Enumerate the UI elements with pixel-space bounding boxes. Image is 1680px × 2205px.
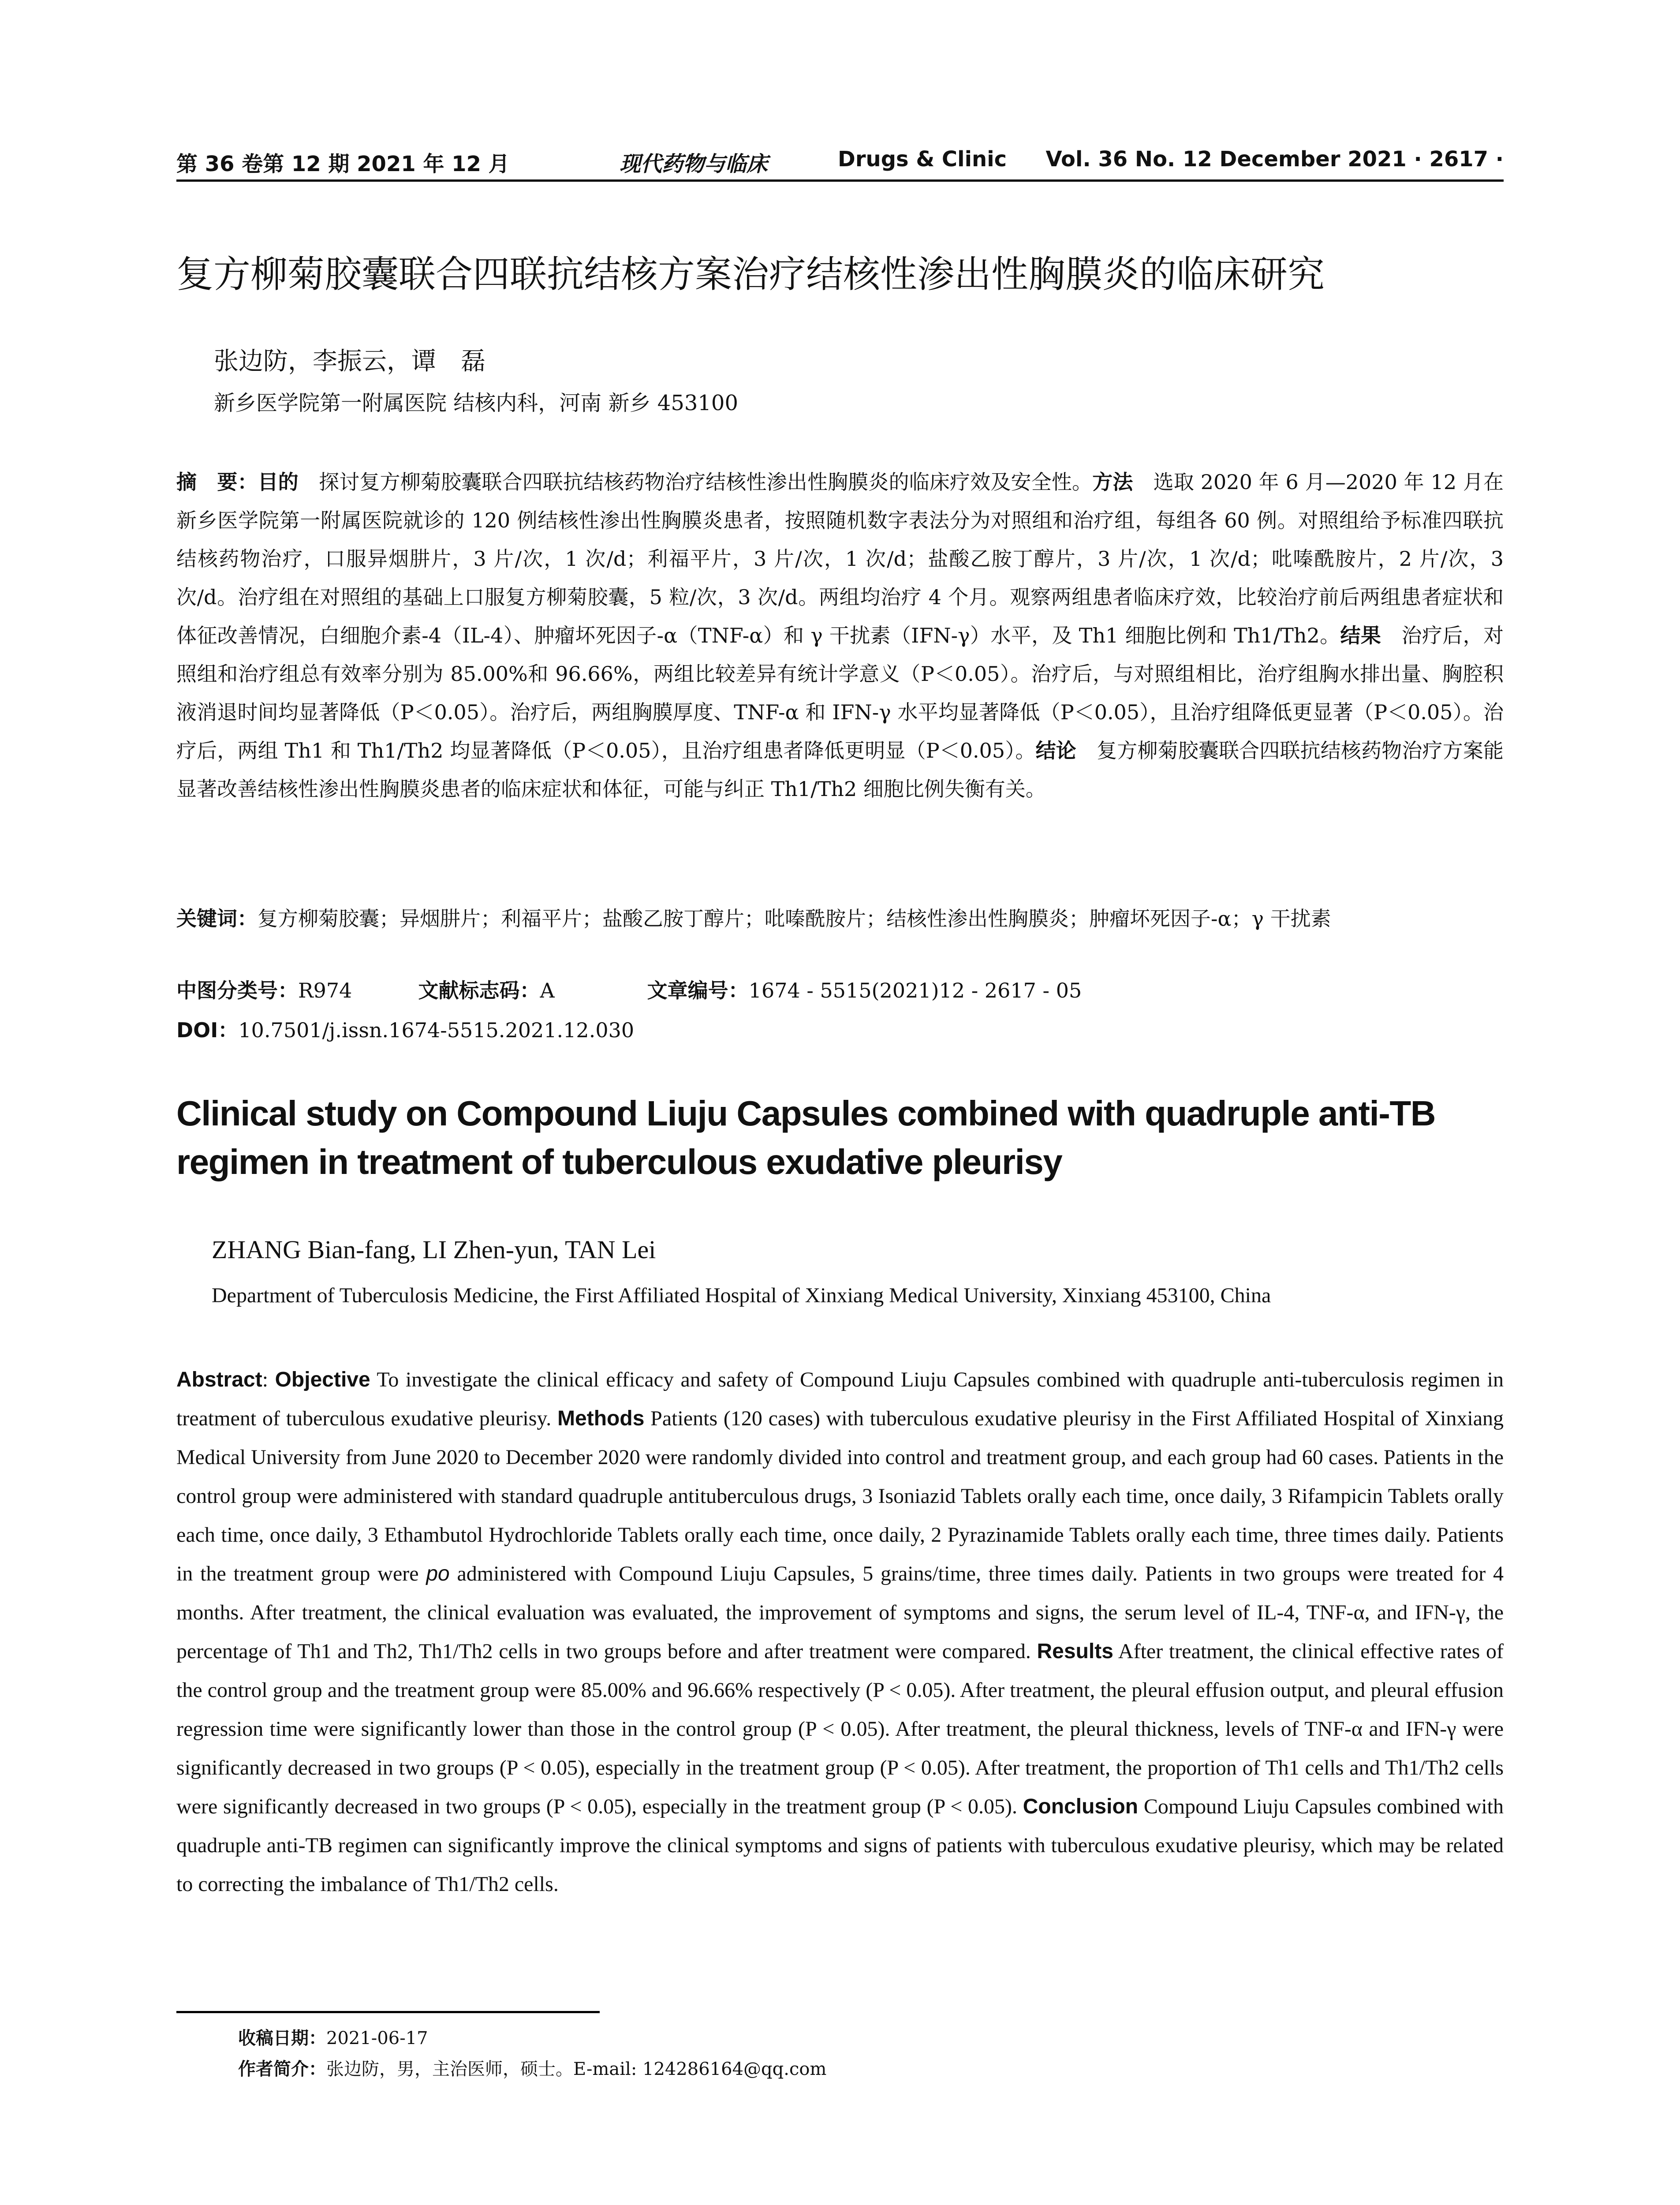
doc-code-value: A	[540, 979, 555, 1002]
clc-value: R974	[298, 979, 352, 1002]
clc-label: 中图分类号：	[176, 979, 298, 1002]
en-objective-label: Objective	[275, 1368, 370, 1391]
volume-page-info: Vol. 36 No. 12 December 2021 · 2617 ·	[1045, 147, 1504, 172]
received-date-note	[238, 2024, 428, 2049]
author-bio-note	[238, 2055, 826, 2080]
en-affiliation: Department of Tuberculosis Medicine, the First Affiliated Hospital of Xinxiang Medical University, Xinxiang 453100, China	[212, 1284, 1271, 1307]
clc-item	[176, 975, 352, 1004]
issue-info: 第 36 卷第 12 期 2021 年 12 月	[176, 152, 510, 176]
author-bio-label: 作者简介：	[238, 2059, 326, 2079]
cn-methods-label: 方法	[1092, 470, 1133, 494]
article-no-item	[647, 975, 1082, 1004]
cn-results-text: 治疗后，对照组和治疗组总有效率分别为 85.00%和 96.66%，两组比较差异有统计学意义（P＜0.05）。治疗后，与对照组相比，治疗组胸水排出量、胸腔积液消退时间均显著降低（P＜0.05）。治疗后，两组胸膜厚度、TNF-α 和 IFN-γ 水平均显著降低（P＜0.05），且治疗组降低更显著（P＜0.05）。治疗后，两组 Th1 和 Th1/Th2 均显著降低（P＜0.05），且治疗组患者降低更明显（P＜0.05）。	[176, 624, 1504, 762]
en-conclusion-label: Conclusion	[1023, 1795, 1139, 1818]
cn-keywords	[176, 900, 1504, 938]
cn-objective-label: 目的	[258, 470, 299, 494]
author-bio-value: 张边防，男，主治医师，硕士。E-mail: 124286164@qq.com	[326, 2059, 827, 2079]
running-header	[176, 143, 1504, 182]
en-methods-label: Methods	[557, 1407, 645, 1430]
cn-abstract-label: 摘 要：	[176, 470, 258, 494]
cn-keywords-text: 复方柳菊胶囊；异烟肼片；利福平片；盐酸乙胺丁醇片；吡嗪酰胺片；结核性渗出性胸膜炎；肿瘤坏死因子-α；γ 干扰素	[258, 907, 1331, 931]
en-methods-text-2: administered with Compound Liuju Capsules, 5 grains/time, three times daily. Patients in two groups were treated for 4 months. After treatment, the clinical evaluation was evaluated, the improvement of symptoms and signs, the serum level of IL-4, TNF-α, and IFN-γ, the percentage of Th1 and Th2, Th1/Th2 cells in two groups before and after treatment were compared.	[176, 1562, 1504, 1663]
doc-code-label: 文献标志码：	[418, 979, 540, 1002]
cn-objective-text: 探讨复方柳菊胶囊联合四联抗结核药物治疗结核性渗出性胸膜炎的临床疗效及安全性。	[298, 470, 1093, 494]
cn-results-label: 结果	[1340, 624, 1381, 647]
cn-classification-line	[176, 975, 1082, 1004]
cn-keywords-label: 关键词：	[176, 907, 258, 931]
doc-code-item	[418, 975, 554, 1004]
en-title: Clinical study on Compound Liuju Capsules combined with quadruple anti-TB regimen in treatment of tuberculous exudative pleurisy	[176, 1094, 1435, 1181]
article-no-label: 文章编号：	[647, 979, 749, 1002]
article-no-value: 1674 - 5515(2021)12 - 2617 - 05	[748, 979, 1082, 1002]
cn-conclusion-text: 复方柳菊胶囊联合四联抗结核药物治疗方案能显著改善结核性渗出性胸膜炎患者的临床症状和体征，可能与纠正 Th1/Th2 细胞比例失衡有关。	[176, 739, 1504, 801]
en-results-label: Results	[1037, 1640, 1113, 1663]
doi-value: 10.7501/j.issn.1674-5515.2021.12.030	[238, 1018, 635, 1042]
en-abstract: Abstract: Objective To investigate the clinical efficacy and safety of Compound Liuju Capsules combined with quadruple anti-tuberculosis regimen in treatment of tuberculous exudative pleurisy. Methods Patients (120 cases) with tuberculous exudative pleurisy in the First Affiliated Hospital of Xinxiang Medical University from June 2020 to December 2020 were randomly divided into control and treatment group, and each group had 60 cases. Patients in the control group were administered with standard quadruple antituberculous drugs, 3 Isoniazid Tablets orally each time, once daily, 3 Rifampicin Tablets orally each time, once daily, 3 Ethambutol Hydrochloride Tablets orally each time, once daily, 2 Pyrazinamide Tablets orally each time, three times daily. Patients in the treatment group were po administered with Compound Liuju Capsules, 5 grains/time, three times daily. Patients in two groups were treated for 4 months. After treatment, the clinical evaluation was evaluated, the improvement of symptoms and signs, the serum level of IL-4, TNF-α, and IFN-γ, the percentage of Th1 and Th2, Th1/Th2 cells in two groups before and after treatment were compared. Results After treatment, the clinical effective rates of the control group and the treatment group were 85.00% and 96.66% respectively (P < 0.05). After treatment, the pleural effusion output, and pleural effusion regression time were significantly lower than those in the control group (P < 0.05). After treatment, the pleural thickness, levels of TNF-α and IFN-γ were significantly decreased in two groups (P < 0.05), especially in the treatment group (P < 0.05). After treatment, the proportion of Th1 cells and Th1/Th2 cells were significantly decreased in two groups (P < 0.05), especially in the treatment group (P < 0.05). Conclusion Compound Liuju Capsules combined with quadruple anti-TB regimen can significantly improve the clinical symptoms and signs of patients with tuberculous exudative pleurisy, which may be related to correcting the imbalance of Th1/Th2 cells.	[176, 1368, 1504, 1896]
en-abstract-label: Abstract	[176, 1368, 262, 1391]
en-results-text: After treatment, the clinical effective rates of the control group and the treatment group were 85.00% and 96.66% respectively (P < 0.05). After treatment, the pleural effusion output, and pleural effusion regression time were significantly lower than those in the control group (P < 0.05). After treatment, the pleural thickness, levels of TNF-α and IFN-γ were significantly decreased in two groups (P < 0.05), especially in the treatment group (P < 0.05). After treatment, the proportion of Th1 cells and Th1/Th2 cells were significantly decreased in two groups (P < 0.05), especially in the treatment group (P < 0.05).	[176, 1640, 1504, 1818]
en-authors: ZHANG Bian-fang, LI Zhen-yun, TAN Lei	[212, 1235, 656, 1264]
en-methods-text-1: Patients (120 cases) with tuberculous exudative pleurisy in the First Affiliated Hospital of Xinxiang Medical University from June 2020 to December 2020 were randomly divided into control and treatment group, and each group had 60 cases. Patients in the control group were administered with standard quadruple antituberculous drugs, 3 Isoniazid Tablets orally each time, once daily, 3 Rifampicin Tablets orally each time, once daily, 3 Ethambutol Hydrochloride Tablets orally each time, once daily, 2 Pyrazinamide Tablets orally each time, three times daily. Patients in the treatment group were	[176, 1407, 1504, 1585]
journal-name-cn: 现代药物与临床	[620, 152, 768, 176]
cn-authors: 张边防，李振云，谭 磊	[214, 347, 485, 376]
cn-conclusion-label: 结论	[1035, 739, 1076, 762]
en-conclusion-text: Compound Liuju Capsules combined with quadruple anti-TB regimen can significantly improve the clinical symptoms and signs of patients with tuberculous exudative pleurisy, which may be related to correcting the imbalance of Th1/Th2 cells.	[176, 1795, 1504, 1896]
received-value: 2021-06-17	[326, 2028, 428, 2048]
footnote-divider	[176, 2011, 600, 2013]
po-italic: po	[426, 1562, 450, 1585]
en-objective-text: To investigate the clinical efficacy and safety of Compound Liuju Capsules combined with quadruple anti-tuberculosis regimen in treatment of tuberculous exudative pleurisy.	[176, 1368, 1504, 1430]
cn-title: 复方柳菊胶囊联合四联抗结核方案治疗结核性渗出性胸膜炎的临床研究	[176, 253, 1325, 296]
journal-name-en: Drugs & Clinic	[838, 147, 1007, 172]
cn-affiliation: 新乡医学院第一附属医院 结核内科，河南 新乡 453100	[214, 391, 739, 415]
doi-label: DOI：	[176, 1018, 239, 1042]
doi-line	[176, 1014, 634, 1043]
cn-abstract	[176, 463, 1504, 808]
received-label: 收稿日期：	[238, 2028, 326, 2048]
cn-methods-text: 选取 2020 年 6 月—2020 年 12 月在新乡医学院第一附属医院就诊的 120 例结核性渗出性胸膜炎患者，按照随机数字表法分为对照组和治疗组，每组各 60 例。对照组给予标准四联抗结核药物治疗，口服异烟肼片，3 片/次，1 次/d；利福平片，3 片/次，1 次/d；盐酸乙胺丁醇片，3 片/次，1 次/d；吡嗪酰胺片，2 片/次，3 次/d。治疗组在对照组的基础上口服复方柳菊胶囊，5 粒/次，3 次/d。两组均治疗 4 个月。观察两组患者临床疗效，比较治疗前后两组患者症状和体征改善情况，白细胞介素-4（IL-4）、肿瘤坏死因子-α（TNF-α）和 γ 干扰素（IFN-γ）水平，及 Th1 细胞比例和 Th1/Th2。	[176, 470, 1504, 647]
